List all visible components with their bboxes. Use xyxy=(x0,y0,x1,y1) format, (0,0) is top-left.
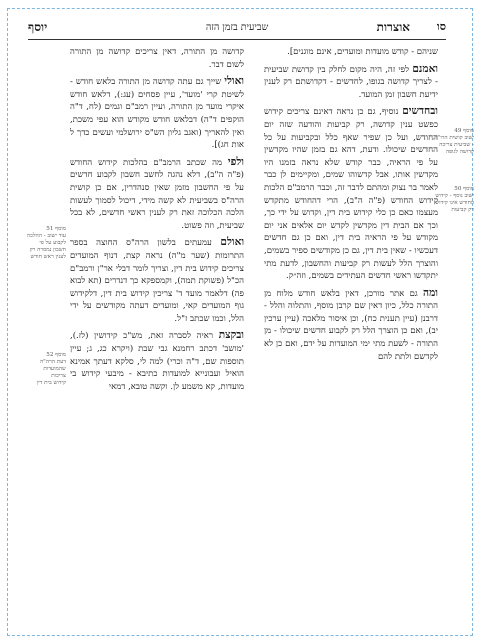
side-note-line: קדושה לגופה xyxy=(445,149,474,155)
side-note-line: עוד ישוב - ההלכה xyxy=(26,233,66,239)
paragraph xyxy=(70,45,244,71)
side-note-line: שהמועדות xyxy=(43,366,66,372)
paragraph-text: שניהם - קודש מועדות ומועדים, אינם מוגנים]. xyxy=(287,47,438,57)
paragraph-lead-word: ובקצת xyxy=(218,329,244,342)
side-note xyxy=(14,226,66,261)
side-note-label: מוסף 50 xyxy=(454,186,474,192)
side-note xyxy=(422,128,474,156)
side-note-line: קידוש בית דין xyxy=(36,380,66,386)
side-note-line: דעת הרה"ה xyxy=(39,359,66,365)
right-text-column xyxy=(264,45,438,625)
paragraph-lead-word: ומה xyxy=(423,286,438,299)
chapter-title: יוסף xyxy=(28,20,48,34)
left-text-column xyxy=(70,45,244,625)
side-note-line: - שביעית צריכה xyxy=(439,142,474,148)
paragraph-lead-word: ולפי xyxy=(227,155,244,168)
side-note-label: מוסף 52 xyxy=(46,352,66,358)
side-note-line: ישוב קושית הרו"ה xyxy=(434,135,474,141)
paragraph-lead-word: ואולם xyxy=(220,236,244,249)
side-note-line: החודש אינו קידוש xyxy=(435,200,474,206)
paragraph-lead-word: ואמנם xyxy=(412,62,438,75)
paragraph-text: עמעתים בלשון הרה"ס החוצה בספר התרומות (שער מ"ה) נראה קצת, דנוף המועדים צריכים קידוש בית דין, וצריך לומר דבלי אר"ן ורמב"ם הכ"ל (פשוקת תמה), וקמספקא כך דנדרים (תא לבוא פה) דלאמר מועד ד' צריכין קידוש בית דין, דלקידוש גוף המועדים קאי, ומועדים דעתה מקודשים על ידי הלל, וכמו שכתב ז"ל. xyxy=(70,238,244,324)
page-header xyxy=(28,20,446,36)
side-note xyxy=(422,186,474,214)
paragraph xyxy=(264,105,438,282)
side-note xyxy=(14,352,66,387)
side-note-line: לקבוע על פי xyxy=(39,240,66,246)
paragraph-text: לפי זה, היה מקום לחלק בין קדושת שביעית - לצריך קדושה בגופו, לחדשים - דקדושתם רק לענין ידיעת חשבון זמן המועד. xyxy=(264,64,438,100)
header-divider xyxy=(28,39,446,40)
side-note-line: צריכות xyxy=(51,373,66,379)
paragraph-lead-word: ובחדשים xyxy=(402,105,438,118)
side-note-line: חשבון נמסרה רק xyxy=(29,247,66,253)
paragraph xyxy=(264,63,438,102)
paragraph-text: נוסיף, גם כן נראה דאינם צריכים קידוש כפשט ענין קדושה, רק קביעות והודעה שזה יום החודש, ועל כן שפיר שאף כלל ובקביעות על כל החדשים שיכולו. ודעת, דהא גם בזמן שהיו מקדשין על פי הראיה, כבר קודש שלא נראה בזמנו היו מקדשין אותו, אבל קדשוהו שמים, ומקיימים לן כבר לאמר בר נצוק ומהתם לדבר זה, וכבר הרמב"ם הלכות קידוש החודש (פ"ה ה"ב), הרי דהחודש מתקדש מעצמו כאם כן כלי קידוש בית דין, וקדוש על ידי כך, וכך אם הבית דין מקדשין לקדש יום אלאים אני יום מקודש על פי הראיה בית דין, ואם כן גם חדשים דעכשיו - שאין בית דין, גם כן מקודשים ספיר בשמים, והוצרך הלל לעשות רק קביעות והחשבון, לדעת מתי יתקדשו ראשי חדשים העתידים בשמים, וזה״ק. xyxy=(264,107,438,282)
paragraph-text: גם אתר מורכן, דאין בלאש חודש מלוח מן התורה כלל, כיון דאין שם קרבן מוסף, והתלוה והלל - דרבנן (עיין תענית כח), וכן איסור מלאכה (עיין ערכין יב), ואם כן הוצרך הלל רק לקבוע חדשים שיכולו - מן התורה - לשעת מתי ימי המועדות על ידם, ואם כן לא לקדשם ולתת להם xyxy=(264,288,438,362)
paragraph-text: שייך גם עתה קדושה מן התורה בלאש חודש - לשיטת קרי 'מועד', עיין פסחים (עג:), דלאש חודש איקרי מועד מן התורה, ועיין רמב"ם וגמים (לח, ד"ה הוקפים ד"ה) דבלאש חודש מקודש הוא עפי משכת, ואין להאריך (ואגב גליון הש"ס ירושלמי ועשים כדך ל אות חג)]. xyxy=(70,77,244,151)
paragraph xyxy=(70,236,244,325)
paragraph-text: מה שכתב הרמב"ם בהלכות קידוש החודש (פ"ה ה"ב), דלא נהגה לחשב חשבון לקבוע חדשים על פי החשבון מזמן שאין סנהדרין, אם כן קושית הרה"ס בשביעית לא קשה מידי, דיכול לסמוך לעשות הלכה הכלוכה זאת רק לענין ראשי חדשים, לא בכל שביעית, וזה פשוט. xyxy=(70,157,244,231)
side-note-line: רק קביעות xyxy=(451,207,474,213)
book-subtitle: שביעית בזמן הזה xyxy=(205,22,269,33)
paragraph xyxy=(70,75,244,152)
side-note-label: מוסף 49 xyxy=(454,128,474,134)
paragraph-lead-word: ואולי xyxy=(224,75,244,88)
paragraph xyxy=(264,287,438,364)
page-number: סו xyxy=(436,20,446,33)
book-title: אוצרות xyxy=(376,20,410,34)
paragraph xyxy=(264,45,438,59)
paragraph xyxy=(70,329,244,393)
paragraph-text: קדושה מן התורה, דאין צריכים קדושה מן התורה לשום דבר. xyxy=(70,47,244,70)
side-note-label: מוסף 51 xyxy=(46,226,66,232)
side-note-line: ישוב נוסף - קידוש xyxy=(435,193,474,199)
side-note-line: לענין ראש חודש xyxy=(30,254,66,260)
paragraph-text: ראיה לסברה זאת, מש"כ קידושין (לז.), 'מושב' דכתב רחמנא גבי שבת (ויקרא כג, ג; עיין תוספות שם, ד"ה וכרי) למה לי, סלקא דעתך אמינא הואיל ועבונייא למועדות כתיבא - מיבעי קידוש בי מועדות, קא משמע לן. וקשה טובא, דמאי xyxy=(70,331,244,392)
paragraph xyxy=(70,156,244,233)
